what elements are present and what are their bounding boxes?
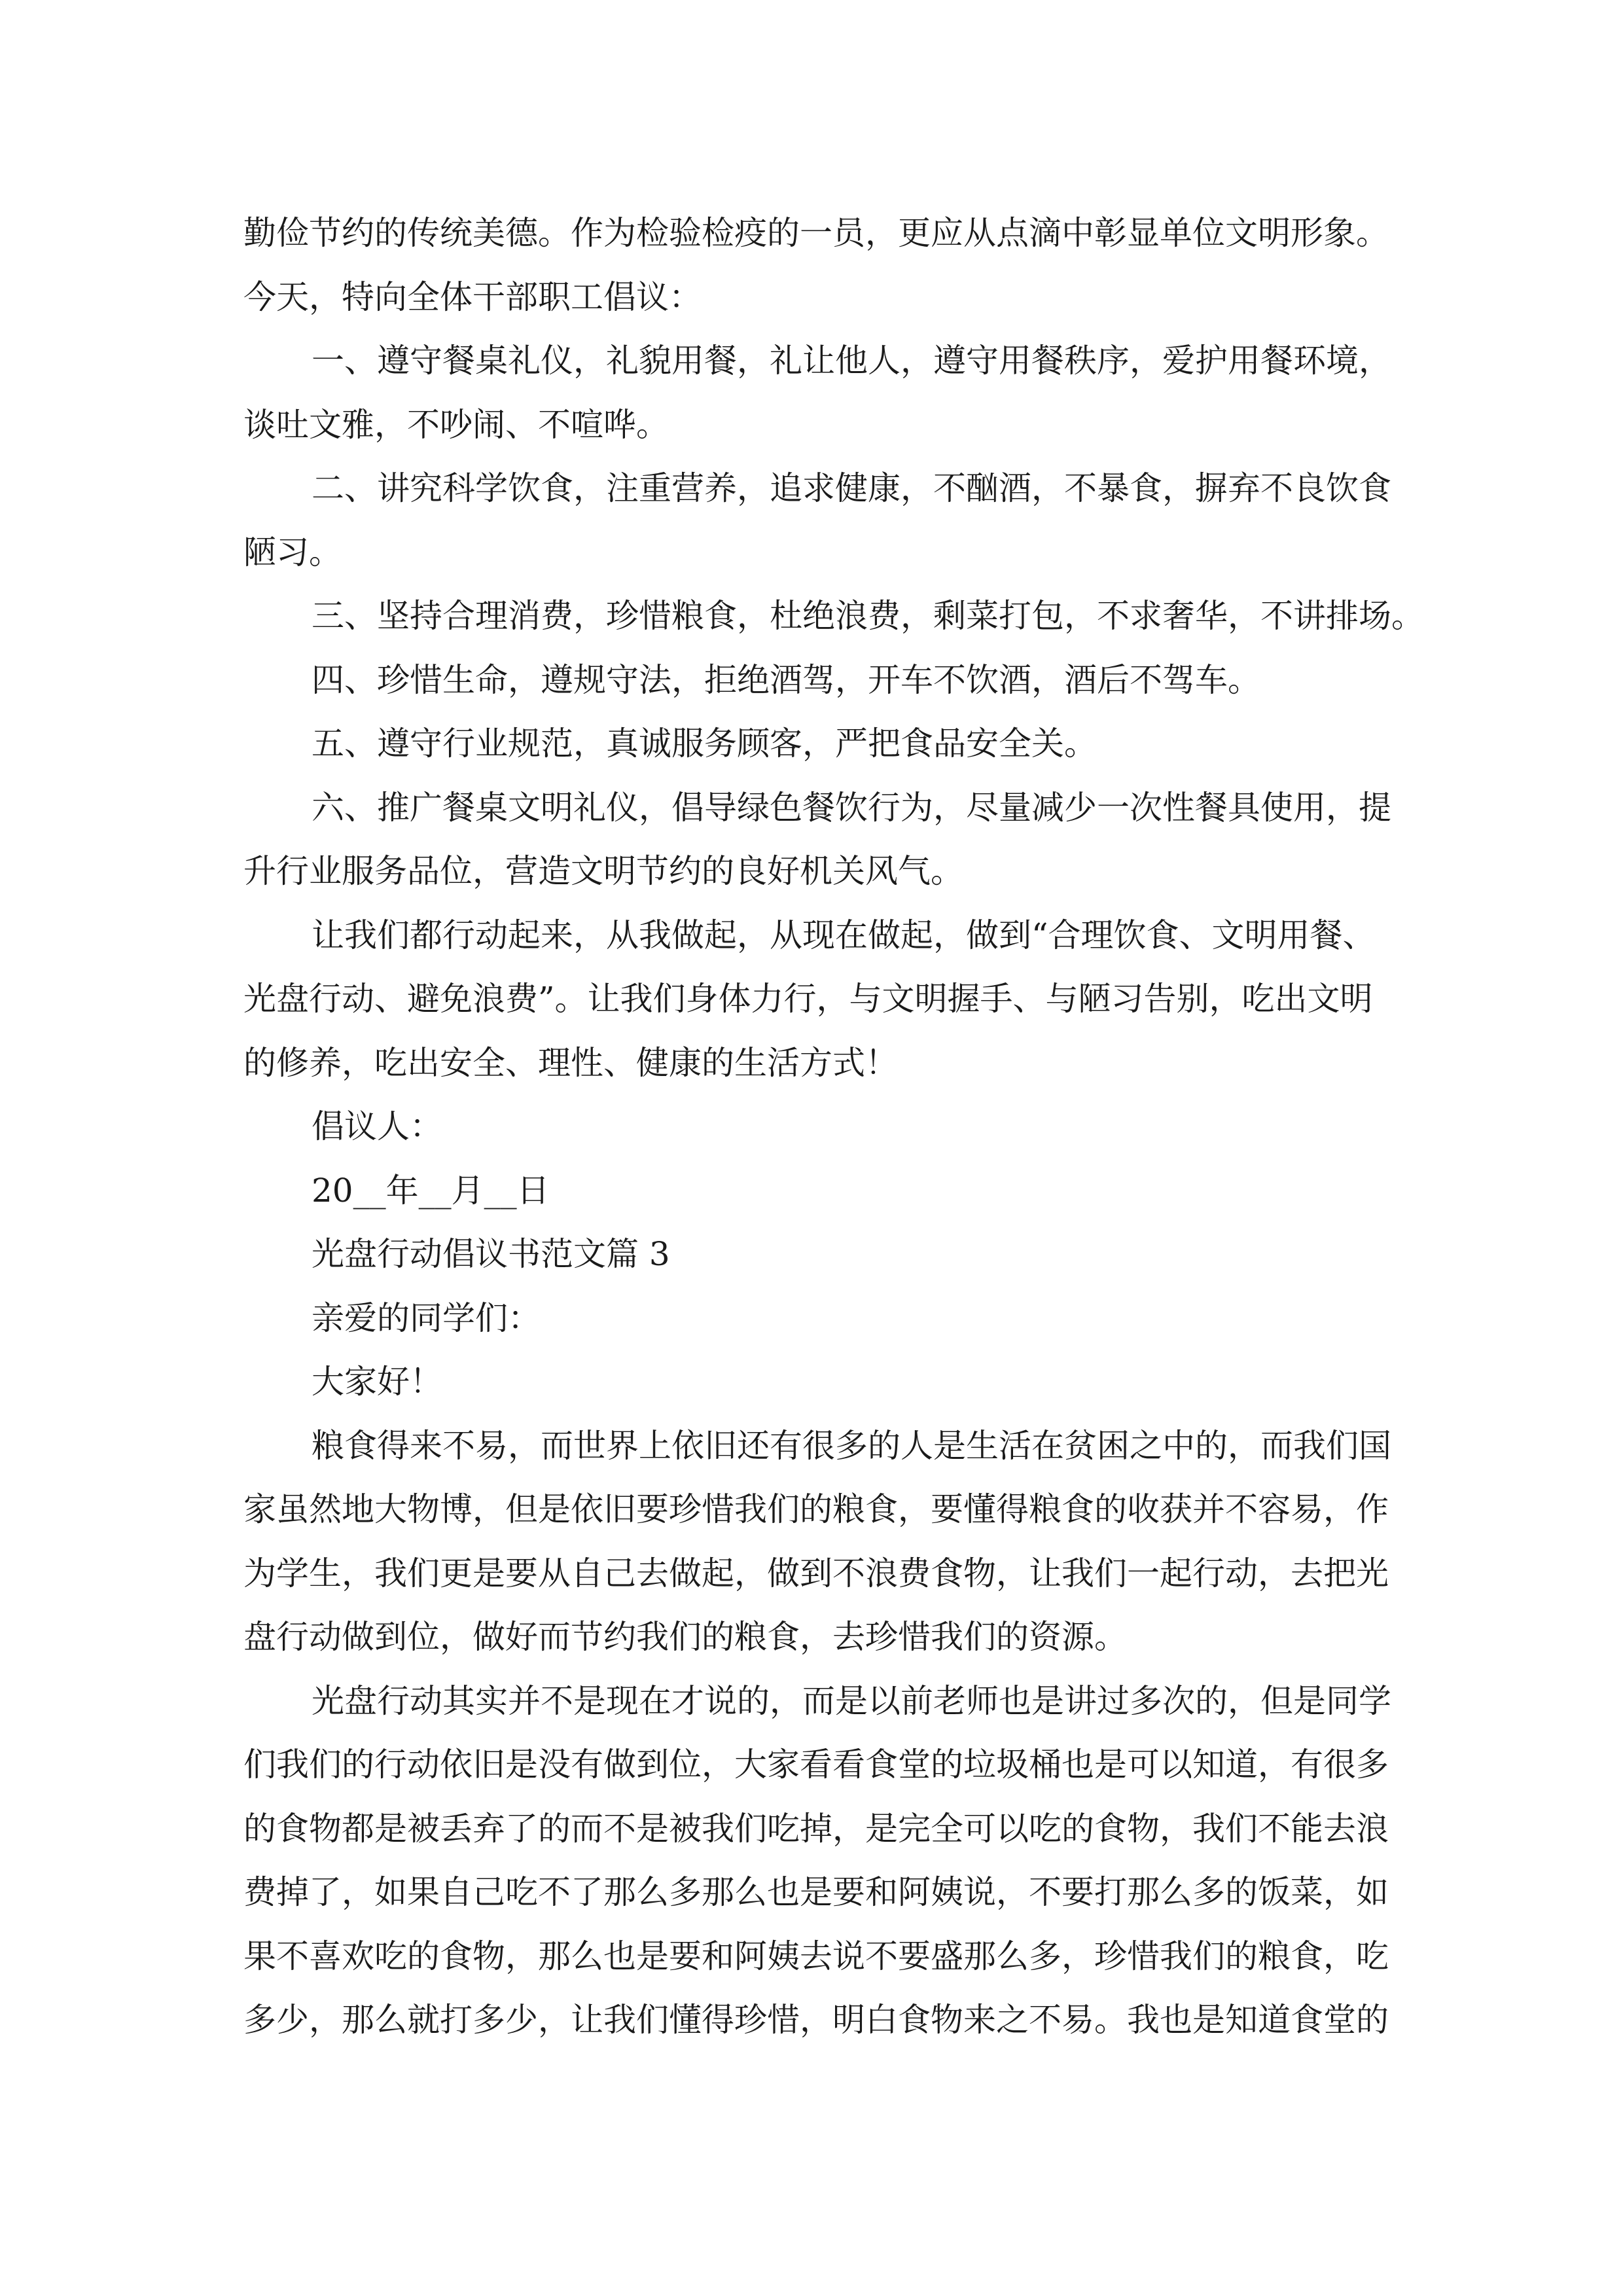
- signature-label: 倡议人：: [312, 1107, 442, 1145]
- text-line: 果不喜欢吃的食物，那么也是要和阿姨去说不要盛那么多，珍惜我们的粮食，吃: [243, 1937, 1389, 1975]
- text-line: 让我们都行动起来，从我做起，从现在做起，做到“合理饮食、文明用餐、: [312, 916, 1376, 954]
- text-line: 六、推广餐桌文明礼仪，倡导绿色餐饮行为，尽量减少一次性餐具使用，提: [312, 788, 1391, 827]
- greeting: 大家好！: [312, 1363, 442, 1401]
- text-line: 粮食得来不易，而世界上依旧还有很多的人是生活在贫困之中的，而我们国: [312, 1426, 1391, 1465]
- text-line: 三、坚持合理消费，珍惜粮食，杜绝浪费，剩菜打包，不求奢华，不讲排场。: [312, 597, 1424, 635]
- text-line: 多少，那么就打多少，让我们懂得珍惜，明白食物来之不易。我也是知道食堂的: [243, 2001, 1389, 2039]
- section-heading: 光盘行动倡议书范文篇 3: [312, 1235, 670, 1273]
- text-line: 光盘行动其实并不是现在才说的，而是以前老师也是讲过多次的，但是同学: [312, 1681, 1391, 1720]
- text-line: 谈吐文雅，不吵闹、不喧哗。: [243, 405, 669, 444]
- text-line: 四、珍惜生命，遵规守法，拒绝酒驾，开车不饮酒，酒后不驾车。: [312, 660, 1260, 699]
- text-line: 费掉了，如果自己吃不了那么多那么也是要和阿姨说，不要打那么多的饭菜，如: [243, 1873, 1389, 1911]
- text-line: 的修养，吃出安全、理性、健康的生活方式！: [243, 1043, 898, 1082]
- text-line: 升行业服务品位，营造文明节约的良好机关风气。: [243, 852, 963, 890]
- text-line: 为学生，我们更是要从自己去做起，做到不浪费食物，让我们一起行动，去把光: [243, 1554, 1389, 1592]
- salutation: 亲爱的同学们：: [312, 1299, 541, 1337]
- text-line: 勤俭节约的传统美德。作为检验检疫的一员，更应从点滴中彰显单位文明形象。: [243, 214, 1389, 252]
- text-line: 陋习。: [243, 533, 342, 571]
- text-line: 今天，特向全体干部职工倡议：: [243, 278, 702, 316]
- text-line: 二、讲究科学饮食，注重营养，追求健康，不酗酒，不暴食，摒弃不良饮食: [312, 469, 1391, 507]
- text-line: 光盘行动、避免浪费”。让我们身体力行，与文明握手、与陋习告别，吃出文明: [243, 980, 1373, 1018]
- text-line: 盘行动做到位，做好而节约我们的粮食，去珍惜我们的资源。: [243, 1618, 1127, 1656]
- text-line: 们我们的行动依旧是没有做到位，大家看看食堂的垃圾桶也是可以知道，有很多: [243, 1746, 1389, 1784]
- date-line: 20__年__月__日: [312, 1171, 550, 1210]
- text-line: 一、遵守餐桌礼仪，礼貌用餐，礼让他人，遵守用餐秩序，爱护用餐环境，: [312, 342, 1391, 380]
- text-line: 五、遵守行业规范，真诚服务顾客，严把食品安全关。: [312, 725, 1097, 762]
- document-body: [243, 202, 1424, 2053]
- text-line: 家虽然地大物博，但是依旧要珍惜我们的粮食，要懂得粮食的收获并不容易，作: [243, 1490, 1389, 1528]
- text-line: 的食物都是被丢弃了的而不是被我们吃掉，是完全可以吃的食物，我们不能去浪: [243, 1809, 1389, 1848]
